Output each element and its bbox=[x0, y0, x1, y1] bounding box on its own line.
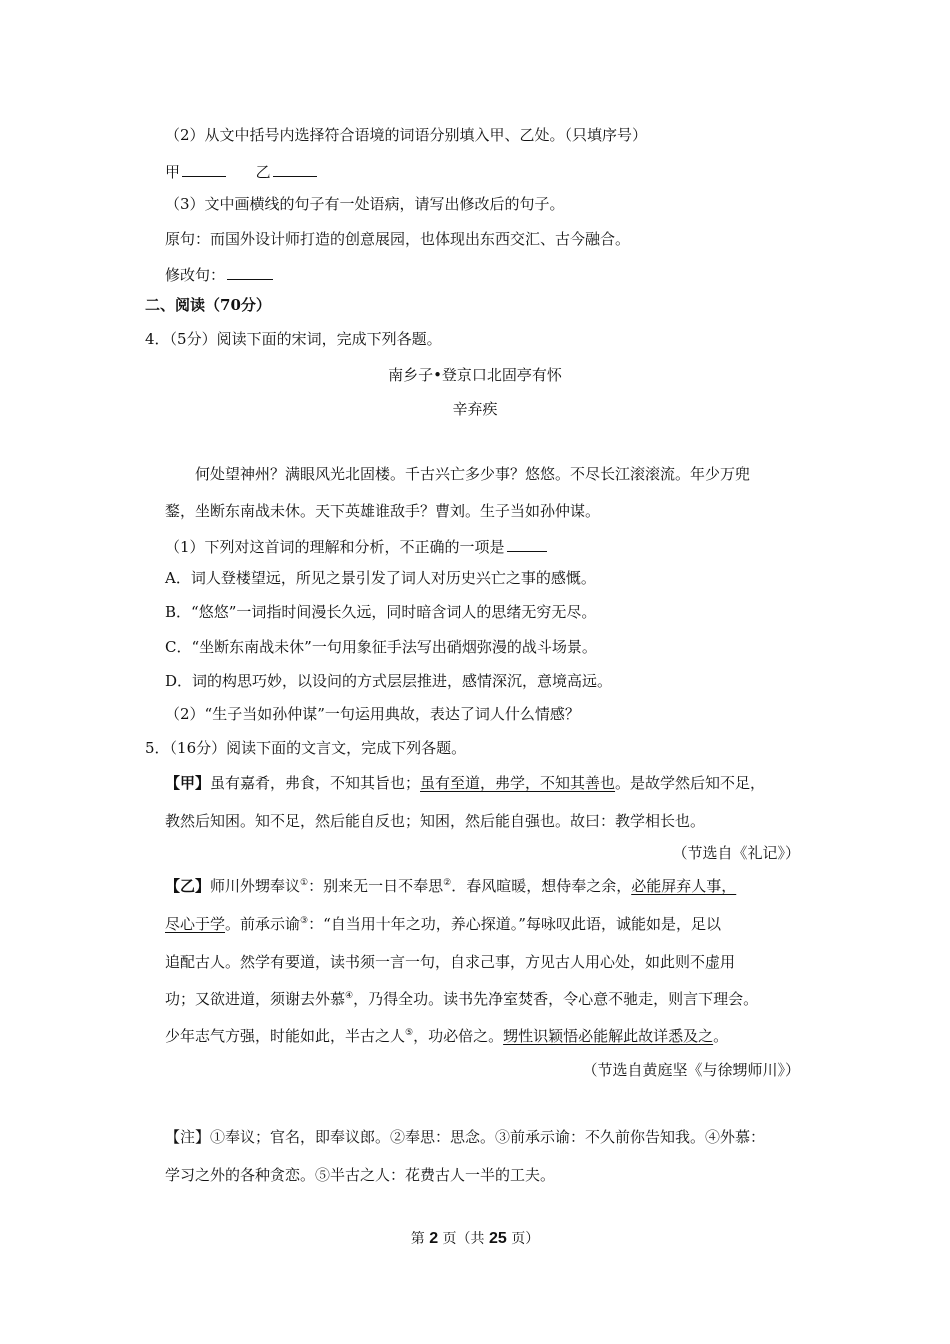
q4-sub1-blank[interactable] bbox=[507, 537, 547, 552]
q3-part2-blanks bbox=[165, 162, 317, 180]
jia-text-b: 。是故学然后知不足， bbox=[615, 774, 766, 792]
yi-text: ，乃得全功。读书先净室焚香，令心意不驰走，则言下理会。 bbox=[353, 990, 759, 1008]
q4-sub1 bbox=[165, 537, 547, 555]
footer-text: 第 bbox=[410, 1231, 425, 1247]
notes-line-2: 学习之外的各种贪恋。⑤半古之人：花费古人一半的工夫。 bbox=[165, 1166, 556, 1184]
revised-blank[interactable] bbox=[227, 265, 273, 280]
option-c: C．“坐断东南战未休”一句用象征手法写出硝烟弥漫的战斗场景。 bbox=[165, 638, 597, 656]
option-b: B．“悠悠”一词指时间漫长久远，同时暗含词人的思绪无穷无尽。 bbox=[165, 603, 597, 621]
poem-author: 辛弃疾 bbox=[452, 400, 498, 418]
yi-line-4 bbox=[165, 992, 758, 1007]
poem-title: 南乡子•登京口北固亭有怀 bbox=[388, 366, 562, 384]
jia-text-a: 虽有嘉肴，弗食，不知其旨也； bbox=[210, 774, 421, 792]
blank-yi-label: 乙 bbox=[255, 163, 271, 181]
option-d: D．词的构思巧妙，以设问的方式层层推进，感情深沉，意境高远。 bbox=[165, 672, 613, 690]
yi-line-5 bbox=[165, 1029, 728, 1044]
yi-text: 。前承示谕 bbox=[225, 915, 301, 933]
yi-underlined: 甥性识颖悟必能解此故详悉及之 bbox=[503, 1027, 714, 1045]
jia-source: （节选自《礼记》） bbox=[672, 844, 800, 862]
q3-revised-sentence bbox=[165, 265, 273, 283]
jia-line-1 bbox=[165, 776, 765, 791]
blank-jia-label: 甲 bbox=[165, 163, 181, 181]
yi-text: ，功必倍之。 bbox=[413, 1027, 504, 1045]
yi-text: ．春风暄暖，想侍奉之余， bbox=[451, 877, 632, 895]
yi-text: ：“自当用十年之功，养心探道。”每咏叹此语，诚能如是，足以 bbox=[308, 915, 721, 933]
blank-jia[interactable] bbox=[182, 162, 226, 177]
footer-text: 页） bbox=[511, 1231, 540, 1247]
section-heading: 二、阅读（70分） bbox=[145, 296, 271, 314]
q4-sub2: （2）“生子当如孙仲谋”一句运用典故，表达了词人什么情感？ bbox=[165, 705, 580, 723]
q3-original-sentence: 原句：而国外设计师打造的创意展园，也体现出东西交汇、古今融合。 bbox=[165, 230, 631, 248]
page-number: 2 bbox=[429, 1230, 439, 1247]
jia-line-2: 教然后知困。知不足，然后能自反也；知困，然后能自强也。故曰：教学相长也。 bbox=[165, 812, 706, 830]
q4-prompt: 4．（5分）阅读下面的宋词，完成下列各题。 bbox=[145, 330, 442, 348]
jia-label: 【甲】 bbox=[165, 774, 211, 792]
yi-line-1 bbox=[165, 879, 736, 894]
poem-line-2: 鍪，坐断东南战未休。天下英雄谁敌手？曹刘。生子当如孙仲谋。 bbox=[165, 502, 601, 520]
footer-text: 页（共 bbox=[442, 1231, 485, 1247]
total-pages: 25 bbox=[489, 1230, 507, 1247]
yi-text: 师川外甥奉议 bbox=[210, 877, 301, 895]
yi-label: 【乙】 bbox=[165, 877, 211, 895]
note-mark: ④ bbox=[345, 991, 354, 1001]
yi-underlined: 尽心于学 bbox=[165, 915, 226, 933]
q4-sub1-text: （1）下列对这首词的理解和分析，不正确的一项是 bbox=[165, 538, 505, 556]
option-a: A．词人登楼望远，所见之景引发了词人对历史兴亡之事的感慨。 bbox=[165, 569, 596, 587]
note-mark: ② bbox=[443, 878, 452, 888]
blank-yi[interactable] bbox=[273, 162, 317, 177]
poem-line-1: 何处望神州？满眼风光北固楼。千古兴亡多少事？悠悠。不尽长江滚滚流。年少万兜 bbox=[195, 465, 751, 483]
q3-part3-prompt: （3）文中画横线的句子有一处语病，请写出修改后的句子。 bbox=[165, 195, 565, 213]
yi-line-3: 追配古人。然学有要道，读书须一言一句，自求己事，方见古人用心处，如此则不虚用 bbox=[165, 953, 736, 971]
jia-underlined: 虽有至道，弗学，不知其善也 bbox=[420, 774, 616, 792]
revised-label: 修改句： bbox=[165, 266, 226, 284]
yi-line-2 bbox=[165, 917, 721, 932]
note-mark: ① bbox=[300, 878, 309, 888]
yi-source: （节选自黄庭坚《与徐甥师川》） bbox=[582, 1061, 800, 1079]
yi-underlined: 必能屏弃人事， bbox=[631, 877, 737, 895]
note-mark: ③ bbox=[300, 916, 309, 926]
notes-line-1: 【注】①奉议；官名，即奉议郎。②奉思：思念。③前承示谕：不久前你告知我。④外慕： bbox=[165, 1128, 766, 1146]
yi-text: 。 bbox=[713, 1027, 729, 1045]
yi-text: 功；又欲进道，须谢去外慕 bbox=[165, 990, 346, 1008]
page-footer bbox=[0, 1231, 950, 1247]
q5-prompt: 5．（16分）阅读下面的文言文，完成下列各题。 bbox=[145, 739, 467, 757]
q3-part2-prompt: （2）从文中括号内选择符合语境的词语分别填入甲、乙处。（只填序号） bbox=[165, 126, 648, 144]
yi-text: 少年志气方强，时能如此，半古之人 bbox=[165, 1027, 406, 1045]
note-mark: ⑤ bbox=[405, 1028, 414, 1038]
yi-text: ：别来无一日不奉思 bbox=[308, 877, 444, 895]
